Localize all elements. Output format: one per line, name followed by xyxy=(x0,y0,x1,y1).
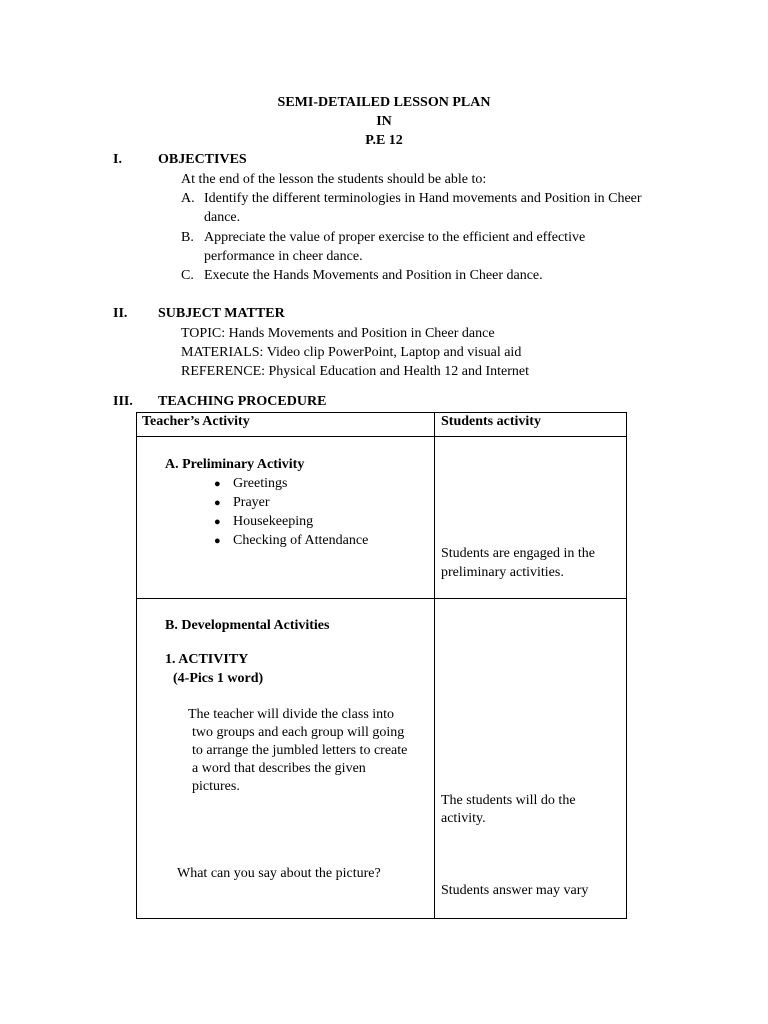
document-title-line-1: SEMI-DETAILED LESSON PLAN xyxy=(277,95,491,110)
preliminary-activity-title: A. Preliminary Activity xyxy=(165,457,305,472)
bullet-dot: ● xyxy=(214,535,221,547)
prelim-item-attendance: Checking of Attendance xyxy=(233,533,369,548)
objectives-intro: At the end of the lesson the students should be able to: xyxy=(181,172,487,187)
prelim-item-housekeeping: Housekeeping xyxy=(233,514,314,529)
activity-title: 1. ACTIVITY xyxy=(165,652,249,667)
bullet-dot: ● xyxy=(214,478,221,490)
subject-topic: TOPIC: Hands Movements and Position in Cheer dance xyxy=(181,326,495,341)
document-title-line-3: P.E 12 xyxy=(365,133,403,148)
table-header-teacher: Teacher’s Activity xyxy=(142,414,250,429)
prelim-student-response: Students are engaged in the xyxy=(441,546,595,561)
activity-instruction-line: The teacher will divide the class into xyxy=(188,707,395,722)
section-3-heading: TEACHING PROCEDURE xyxy=(158,394,327,409)
objective-a-text: Identify the different terminologies in Hand movements and Position in Cheer xyxy=(204,191,642,206)
subject-materials: MATERIALS: Video clip PowerPoint, Laptop and visual aid xyxy=(181,345,522,360)
objective-a-text-cont: dance. xyxy=(204,210,241,225)
developmental-activities-title: B. Developmental Activities xyxy=(165,618,330,633)
document-title-line-2: IN xyxy=(376,114,392,129)
table-header-students: Students activity xyxy=(441,414,541,429)
objective-b-letter: B. xyxy=(181,230,194,245)
subject-reference: REFERENCE: Physical Education and Health 12 and Internet xyxy=(181,364,529,379)
activity-student-response-cont: activity. xyxy=(441,811,486,826)
activity-instruction-line: to arrange the jumbled letters to create xyxy=(192,743,408,758)
objective-b-text: Appreciate the value of proper exercise to the efficient and effective xyxy=(204,230,586,245)
table-column-divider xyxy=(434,412,435,919)
activity-instruction-line: a word that describes the given xyxy=(192,761,366,776)
section-1-heading: OBJECTIVES xyxy=(158,152,247,167)
activity-instruction-line: pictures. xyxy=(192,779,240,794)
bullet-dot: ● xyxy=(214,516,221,528)
activity-question: What can you say about the picture? xyxy=(177,866,381,881)
table-row-divider xyxy=(136,598,627,599)
prelim-student-response-cont: preliminary activities. xyxy=(441,565,564,580)
section-3-numeral: III. xyxy=(113,394,133,409)
section-1-numeral: I. xyxy=(113,152,122,167)
bullet-dot: ● xyxy=(214,497,221,509)
prelim-item-prayer: Prayer xyxy=(233,495,270,510)
activity-instruction-line: two groups and each group will going xyxy=(192,725,405,740)
section-2-numeral: II. xyxy=(113,306,128,321)
prelim-item-greetings: Greetings xyxy=(233,476,288,491)
activity-student-response: The students will do the xyxy=(441,793,576,808)
activity-student-answer: Students answer may vary xyxy=(441,883,589,898)
table-header-divider xyxy=(136,436,627,437)
objective-c-text: Execute the Hands Movements and Position in Cheer dance. xyxy=(204,268,543,283)
objective-a-letter: A. xyxy=(181,191,195,206)
objective-b-text-cont: performance in cheer dance. xyxy=(204,249,363,264)
activity-subtitle: (4-Pics 1 word) xyxy=(173,671,264,686)
section-2-heading: SUBJECT MATTER xyxy=(158,306,285,321)
objective-c-letter: C. xyxy=(181,268,194,283)
